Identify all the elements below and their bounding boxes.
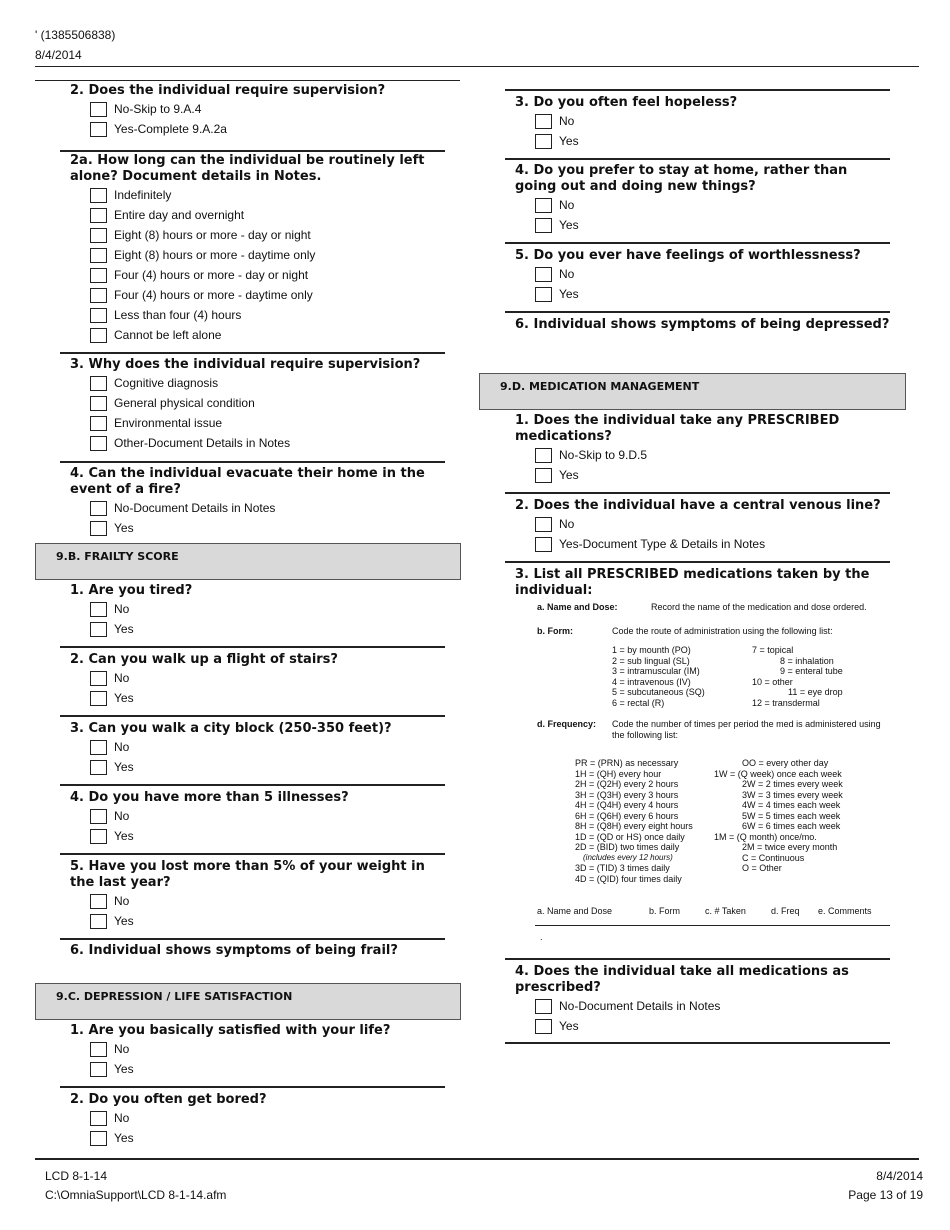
question-2a [70,153,450,345]
header-date: 8/4/2014 [35,48,82,62]
depression-question-3 [515,95,890,151]
option-row [90,245,450,265]
option-label: Yes [559,287,579,301]
option-checkbox[interactable] [535,999,552,1014]
code-entry: 2M = twice every month [742,842,838,852]
question-title: 3. List all PRESCRIBED medications taken by the individual: [515,567,870,598]
code-entry: 9 = enteral tube [780,666,843,676]
option-label: No [114,740,130,754]
option-label: No [559,198,575,212]
code-entry: OO = every other day [742,758,829,768]
code-entry: 7 = topical [752,645,794,655]
code-entry: 2 = sub lingual (SL) [612,655,690,666]
option-checkbox[interactable] [90,288,107,303]
frailty-question-5 [70,859,440,931]
medication-question-3 [515,567,890,599]
option-label: Other-Document Details in Notes [114,436,291,450]
name-dose-label: a. Name and Dose: [537,602,618,612]
table-row-empty: . [540,932,543,942]
form-codes-right [752,645,892,708]
frequency-text: Code the number of times per period the med is administered using the following list: [612,719,881,740]
option-row [535,996,890,1016]
option-label: No [114,809,130,823]
depression-question-2 [70,1092,450,1148]
col-freq: d. Freq [771,906,800,916]
option-row [90,757,450,777]
divider [505,1042,890,1044]
option-label: Yes-Document Type & Details in Notes [559,537,766,551]
option-label: Yes [559,1019,579,1033]
option-checkbox[interactable] [90,396,107,411]
option-checkbox[interactable] [90,894,107,909]
divider [60,853,445,855]
option-label: Yes [114,1062,134,1076]
code-entry: O = Other [742,863,782,873]
option-checkbox[interactable] [535,218,552,233]
divider [35,80,460,81]
option-checkbox[interactable] [90,122,107,137]
option-checkbox[interactable] [90,691,107,706]
option-checkbox[interactable] [535,287,552,302]
col-taken: c. # Taken [705,906,746,916]
frailty-question-6 [70,943,450,959]
code-entry: 5W = 5 times each week [742,810,841,821]
option-row [535,534,890,554]
divider [60,784,445,786]
option-checkbox[interactable] [90,308,107,323]
medication-question-2 [515,498,890,554]
question-title: 3. Do you often feel hopeless? [515,95,738,110]
option-label: No [559,517,575,531]
divider [60,1086,445,1088]
option-label: Environmental issue [114,416,223,430]
option-checkbox[interactable] [90,1111,107,1126]
option-label: Four (4) hours or more - day or night [114,268,309,282]
question-title: 2. Can you walk up a flight of stairs? [70,652,338,667]
question-title: 4. Can the individual evacuate their home in the event of a fire? [70,466,425,497]
divider [505,492,890,494]
question-title: 2. Does the individual have a central venous line? [515,498,881,513]
option-checkbox[interactable] [535,134,552,149]
option-row [90,1108,450,1128]
option-checkbox[interactable] [90,328,107,343]
option-checkbox[interactable] [535,114,552,129]
option-checkbox[interactable] [90,740,107,755]
option-row [90,1128,450,1148]
option-row [90,737,450,757]
option-row [90,265,450,285]
code-entry: 6W = 6 times each week [742,821,841,831]
option-label: Yes [559,218,579,232]
divider [60,352,445,354]
divider [505,89,890,91]
code-entry: 6H = (Q6H) every 6 hours [575,810,679,821]
option-row [535,445,890,465]
option-label: Yes [559,468,579,482]
option-row [90,433,450,453]
option-checkbox[interactable] [90,102,107,117]
option-checkbox[interactable] [90,760,107,775]
code-entry: 2D = (BID) two times daily [575,842,680,852]
option-label: General physical condition [114,396,255,410]
option-checkbox[interactable] [90,622,107,637]
header-rule [35,66,919,67]
option-row [535,465,890,485]
code-entry: 1D = (QD or HS) once daily [575,831,685,842]
frequency-label: d. Frequency: [537,719,597,729]
option-checkbox[interactable] [535,517,552,532]
code-entry: C = Continuous [742,852,805,863]
option-label: No [559,114,575,128]
question-title: 4. Do you have more than 5 illnesses? [70,790,349,805]
option-row [90,185,450,205]
option-checkbox[interactable] [90,602,107,617]
divider [505,561,890,563]
depression-question-1 [70,1023,450,1079]
frequency-codes-left [575,758,725,884]
option-label: Yes [114,829,134,843]
depression-question-6 [515,317,890,333]
option-row [535,195,890,215]
question-title: 3. Why does the individual require supervision? [70,357,421,372]
option-label: No [114,671,130,685]
option-row [90,891,440,911]
option-checkbox[interactable] [90,501,107,516]
option-label: Eight (8) hours or more - day or night [114,228,311,242]
option-row [90,119,450,139]
code-entry: 12 = transdermal [752,697,820,708]
code-entry: 2H = (Q2H) every 2 hours [575,779,679,789]
divider [60,715,445,717]
option-label: Entire day and overnight [114,208,245,222]
option-label: Cannot be left alone [114,328,222,342]
frailty-question-1 [70,583,450,639]
question-2 [70,83,450,139]
option-row [90,688,450,708]
option-label: Yes [114,760,134,774]
medication-question-4 [515,964,890,1036]
depression-question-4 [515,163,890,235]
option-label: Yes-Complete 9.A.2a [114,122,227,136]
question-title: 1. Does the individual take any PRESCRIBED medications? [515,413,840,444]
option-label: Yes [114,691,134,705]
footer-rule [35,1158,919,1160]
option-checkbox[interactable] [90,914,107,929]
code-entry: 3H = (Q3H) every 3 hours [575,789,679,800]
option-row [90,518,450,538]
question-title: 5. Do you ever have feelings of worthlessness? [515,248,861,263]
option-label: No [114,1111,130,1125]
footer-date: 8/4/2014 [876,1169,923,1183]
code-entry: 6 = rectal (R) [612,697,665,708]
option-label: No-Document Details in Notes [559,999,721,1013]
option-row [90,205,450,225]
code-entry: 2W = 2 times every week [742,779,843,789]
option-checkbox[interactable] [90,829,107,844]
code-entry: 10 = other [752,676,793,687]
form-codes-left [612,645,762,708]
form-label: b. Form: [537,626,573,636]
divider [505,958,890,960]
code-entry: 3 = intramuscular (IM) [612,666,700,676]
question-title: 5. Have you lost more than 5% of your weight in the last year? [70,859,425,890]
option-checkbox[interactable] [535,1019,552,1034]
section-medication-management: 9.D. MEDICATION MANAGEMENT [479,373,906,410]
question-4 [70,466,450,538]
option-checkbox[interactable] [90,1042,107,1057]
code-entry: 8 = inhalation [780,655,834,666]
option-checkbox[interactable] [90,671,107,686]
code-entry: 4W = 4 times each week [742,800,841,810]
divider [60,150,445,152]
question-title: 2. Do you often get bored? [70,1092,267,1107]
option-row [90,413,450,433]
option-row [90,826,450,846]
question-title: 4. Do you prefer to stay at home, rather than going out and doing new things? [515,163,848,194]
option-row [535,215,890,235]
option-checkbox[interactable] [90,268,107,283]
option-checkbox[interactable] [90,376,107,391]
option-row [90,668,450,688]
code-entry: 4H = (Q4H) every 4 hours [575,800,679,810]
divider [60,646,445,648]
option-label: Yes [114,1131,134,1145]
code-entry: 4 = intravenous (IV) [612,676,691,687]
frequency-codes-right [714,758,854,874]
code-entry: 8H = (Q8H) every eight hours [575,821,693,831]
option-row [90,806,450,826]
option-label: Less than four (4) hours [114,308,242,322]
code-entry: 5 = subcutaneous (SQ) [612,687,705,697]
medication-question-1 [515,413,890,485]
option-label: Yes [114,914,134,928]
form-text: Code the route of administration using the following list: [612,626,833,636]
footer-file-path: C:\OmniaSupport\LCD 8-1-14.afm [45,1188,227,1202]
option-checkbox[interactable] [90,809,107,824]
option-checkbox[interactable] [90,521,107,536]
option-row [90,285,450,305]
option-row [535,131,890,151]
question-title: 4. Does the individual take all medications as prescribed? [515,964,849,995]
option-checkbox[interactable] [535,448,552,463]
option-label: Eight (8) hours or more - daytime only [114,248,316,262]
option-checkbox[interactable] [90,208,107,223]
question-title: 1. Are you basically satisfied with your life? [70,1023,391,1038]
record-id: ' (1385506838) [35,28,116,42]
frailty-question-2 [70,652,450,708]
divider [60,938,445,940]
option-row [90,599,450,619]
footer-page-number: Page 13 of 19 [848,1188,923,1202]
option-row [90,1059,450,1079]
col-name-dose: a. Name and Dose [537,906,613,916]
code-entry: (includes every 12 hours) [583,852,673,862]
code-entry: 3D = (TID) 3 times daily [575,863,670,873]
option-label: No-Skip to 9.A.4 [114,102,202,116]
option-label: Yes [114,521,134,535]
code-entry: 4D = (QID) four times daily [575,873,682,884]
option-row [90,498,450,518]
footer-form-name: LCD 8-1-14 [45,1169,108,1183]
code-entry: 1M = (Q month) once/mo. [714,831,817,842]
section-depression: 9.C. DEPRESSION / LIFE SATISFACTION [35,983,461,1020]
option-row [90,99,450,119]
option-row [90,619,450,639]
option-label: No-Skip to 9.D.5 [559,448,648,462]
col-comments: e. Comments [818,906,872,916]
code-entry: 1W = (Q week) once each week [714,768,842,779]
question-title: 3. Can you walk a city block (250-350 feet)? [70,721,392,736]
divider [505,242,890,244]
divider [60,461,445,463]
col-form: b. Form [649,906,681,916]
code-entry: 11 = eye drop [788,687,843,697]
option-label: Four (4) hours or more - daytime only [114,288,313,302]
question-title: 2a. How long can the individual be routinely left alone? Document details in Notes. [70,153,425,184]
depression-question-5 [515,248,890,304]
option-label: Yes [114,622,134,636]
name-dose-text: Record the name of the medication and dose ordered. [651,602,867,612]
divider [505,311,890,313]
option-checkbox[interactable] [535,198,552,213]
section-frailty-score: 9.B. FRAILTY SCORE [35,543,461,580]
option-checkbox[interactable] [90,436,107,451]
question-title: 2. Does the individual require supervision? [70,83,386,98]
question-title: 6. Individual shows symptoms of being frail? [70,943,398,958]
option-checkbox[interactable] [90,1131,107,1146]
code-entry: 3W = 3 times every week [742,789,843,800]
option-label: No [114,602,130,616]
option-row [90,305,450,325]
option-label: No-Document Details in Notes [114,501,276,515]
question-title: 6. Individual shows symptoms of being depressed? [515,317,890,332]
option-row [535,1016,890,1036]
option-label: No [114,894,130,908]
option-row [535,264,890,284]
option-label: Cognitive diagnosis [114,376,219,390]
option-checkbox[interactable] [90,416,107,431]
option-row [535,514,890,534]
option-row [90,225,450,245]
option-row [90,393,450,413]
option-row [90,325,450,345]
option-checkbox[interactable] [90,228,107,243]
option-checkbox[interactable] [535,468,552,483]
option-label: No [559,267,575,281]
code-entry: 1H = (QH) every hour [575,768,662,779]
code-entry: 1 = by mounth (PO) [612,645,691,655]
option-checkbox[interactable] [535,537,552,552]
option-row [90,911,440,931]
code-entry: PR = (PRN) as necessary [575,758,679,768]
option-row [535,284,890,304]
option-label: Indefinitely [114,188,172,202]
frailty-question-3 [70,721,450,777]
option-checkbox[interactable] [90,1062,107,1077]
option-checkbox[interactable] [535,267,552,282]
option-row [90,1039,450,1059]
frailty-question-4 [70,790,450,846]
question-3 [70,357,450,453]
option-checkbox[interactable] [90,248,107,263]
option-checkbox[interactable] [90,188,107,203]
option-row [90,373,450,393]
option-label: No [114,1042,130,1056]
divider [505,158,890,160]
table-rule [535,925,890,926]
option-row [535,111,890,131]
question-title: 1. Are you tired? [70,583,193,598]
option-label: Yes [559,134,579,148]
